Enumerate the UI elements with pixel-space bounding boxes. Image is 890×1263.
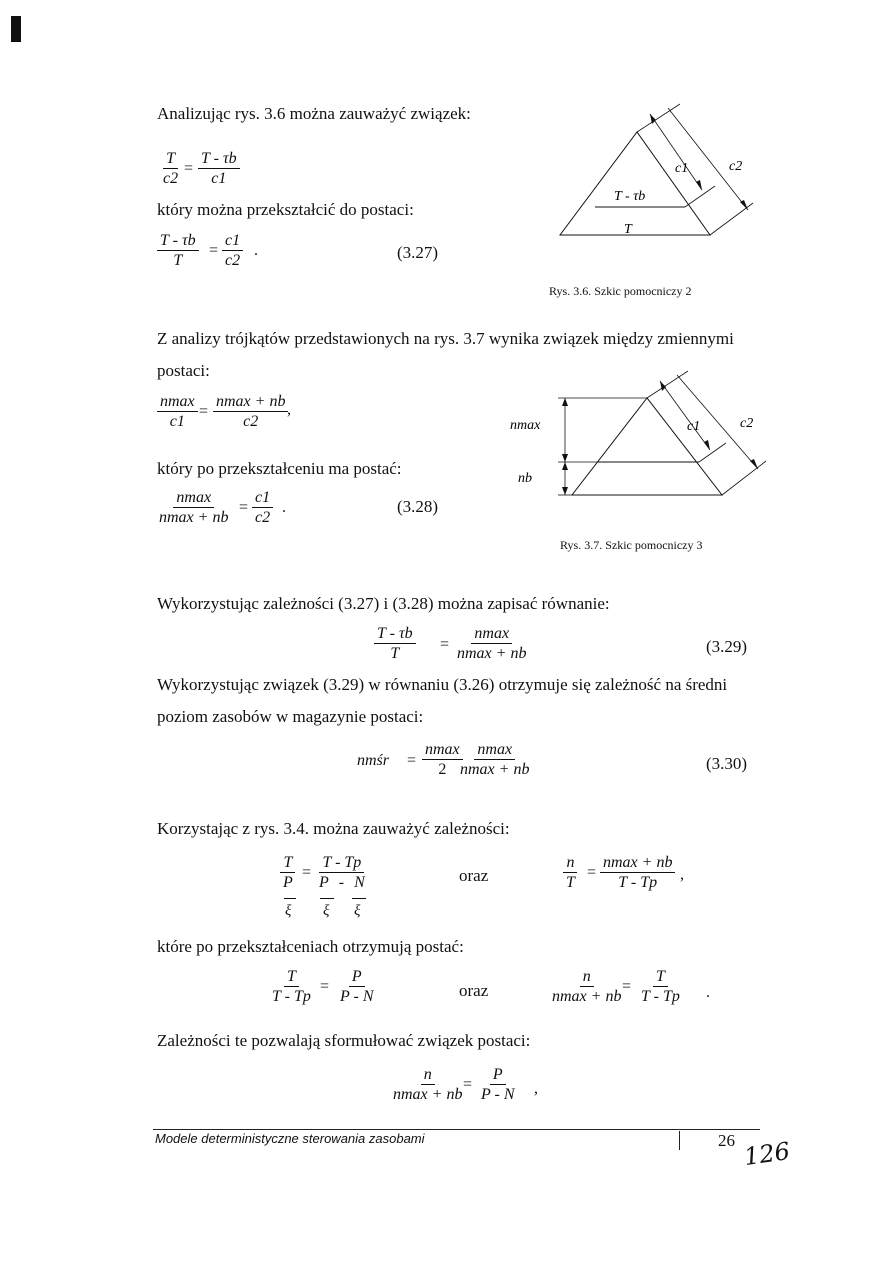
page-number: 26 xyxy=(718,1131,735,1150)
comma: , xyxy=(680,866,684,883)
fraction-T-tb-over-T: $\frac{T - \tau b}{T}$ xyxy=(157,232,199,271)
footer-title: Modele deterministyczne sterowania zasobami xyxy=(155,1131,425,1146)
figure-3-6-sketch xyxy=(540,100,770,240)
paragraph-1: Analizując rys. 3.6 można zauważyć związek: xyxy=(157,104,471,123)
equals-sign: = xyxy=(320,978,330,995)
fraction-nmax-nb-over-T-Tp: nmax + nb T - Tp xyxy=(600,854,675,893)
footer-separator xyxy=(679,1131,680,1150)
equals-sign: = xyxy=(587,864,597,881)
fraction-nmax-over-nmax-nb: nmax nmax + nb xyxy=(457,625,527,662)
fraction-P-over-P-N: $\frac{P}{P - N}$ xyxy=(340,968,374,1005)
fraction-T-over-T-Tp: $\frac{T}{T - Tp}$ xyxy=(272,968,311,1005)
fraction-bar xyxy=(352,898,366,899)
dimension-c1 xyxy=(660,381,710,450)
label-c2: c2 xyxy=(740,416,754,431)
fraction-T-tb-over-T: $\frac{T - \tau b}{T}$ xyxy=(374,625,416,664)
equals-sign: = xyxy=(622,978,632,995)
triangle-outline xyxy=(572,398,722,495)
handwritten-page-number: 126 xyxy=(742,1136,792,1172)
extension-line-right-mid xyxy=(699,443,726,462)
figure-3-7-sketch xyxy=(500,365,780,505)
paragraph-7: Korzystając z rys. 3.4. można zauważyć zależności: xyxy=(157,819,510,838)
n-msr-symbol: nmśr xyxy=(357,752,390,769)
extension-line-right-base xyxy=(722,461,766,495)
fraction-T-Tp: T - Tp P - N xyxy=(319,854,365,891)
extension-line-top xyxy=(637,104,680,132)
arrowhead xyxy=(562,398,568,406)
oraz-connector: oraz xyxy=(459,866,489,885)
fraction-T-tb-over-c1: $\frac{T - \tau b}{c1}$ xyxy=(198,150,240,189)
arrowhead xyxy=(750,459,758,469)
paragraph-4: który po przekształceniu ma postać: xyxy=(157,459,402,478)
paragraph-6-continued: poziom zasobów w magazynie postaci: xyxy=(157,707,424,726)
xi-symbol: ξ xyxy=(354,903,361,919)
fraction-T-over-T-Tp: $\frac{T}{T - Tp}$ xyxy=(641,968,680,1005)
label-T: T xyxy=(624,222,632,237)
fraction-nmax-over-nmax-nb: nmax nmax + nb xyxy=(159,489,229,526)
arrowhead xyxy=(740,200,748,210)
arrowhead xyxy=(696,180,702,190)
paragraph-3-continued: postaci: xyxy=(157,361,210,380)
arrowhead xyxy=(562,454,568,462)
equals-sign: = xyxy=(407,752,417,769)
fraction-P-over-P-N: $\frac{P}{P - N}$ xyxy=(481,1066,515,1103)
equation-number-3-27: (3.27) xyxy=(397,243,439,262)
fraction-n-over-nmax-nb: n nmax + nb xyxy=(552,968,622,1005)
equals-sign: = xyxy=(184,160,194,177)
label-c1: c1 xyxy=(687,419,701,434)
arrowhead xyxy=(562,462,568,470)
label-T-tb: T - τb xyxy=(614,189,646,204)
equation-number-3-28: (3.28) xyxy=(397,497,439,516)
fraction-bar xyxy=(320,898,334,899)
triangle-outline xyxy=(560,132,710,235)
equals-sign: = xyxy=(302,864,312,881)
P-symbol: P xyxy=(319,874,329,891)
N-symbol: N xyxy=(354,874,365,891)
xi-symbol: ξ xyxy=(323,903,330,919)
paragraph-9: Zależności te pozwalają sformułować związek postaci: xyxy=(157,1031,531,1050)
fraction-nmax-over-nmax-nb: nmax nmax + nb xyxy=(460,741,530,778)
equation-number-3-29: (3.29) xyxy=(706,637,748,656)
period: . xyxy=(282,499,286,516)
fraction-bar xyxy=(284,898,296,899)
paragraph-8: które po przekształceniach otrzymują postać: xyxy=(157,937,464,956)
equals-sign: = xyxy=(440,636,450,653)
extension-line-apex xyxy=(647,371,688,398)
figure-3-7-caption: Rys. 3.7. Szkic pomocniczy 3 xyxy=(560,538,703,552)
equals-sign: = xyxy=(199,403,209,420)
fraction-nmax-over-2: nmax 2 xyxy=(422,741,463,780)
xi-symbol: ξ xyxy=(285,903,292,919)
scan-marker xyxy=(11,16,21,42)
fraction-T-over-c2: $\frac{T}{c2}$ xyxy=(163,150,179,187)
figure-3-6-caption: Rys. 3.6. Szkic pomocniczy 2 xyxy=(549,284,692,298)
period: . xyxy=(706,984,710,1001)
period: . xyxy=(254,242,258,259)
fraction-nmax-nb-over-c2: nmax + nb c2 xyxy=(213,393,288,432)
paragraph-2: który można przekształcić do postaci: xyxy=(157,200,414,219)
fraction-n-over-T: $\frac{n}{T}$ xyxy=(563,854,578,893)
label-nb: nb xyxy=(518,471,532,486)
fraction-c1-over-c2: $\frac{c1}{c2}$ xyxy=(222,232,243,271)
label-c1: c1 xyxy=(675,161,689,176)
equals-sign: = xyxy=(209,242,219,259)
label-c2: c2 xyxy=(729,159,743,174)
comma: , xyxy=(534,1080,538,1097)
arrowhead xyxy=(704,440,710,450)
dimension-c1 xyxy=(650,114,702,190)
arrowhead xyxy=(562,487,568,495)
equals-sign: = xyxy=(239,499,249,516)
fraction-T-over-P: $\frac{T}{P}$ xyxy=(280,854,296,893)
paragraph-6: Wykorzystując związek (3.29) w równaniu (3.26) otrzymuje się zależność na średni xyxy=(157,675,728,694)
extension-line-mid xyxy=(685,186,715,207)
equation-number-3-30: (3.30) xyxy=(706,754,748,773)
equals-sign: = xyxy=(463,1076,473,1093)
comma: , xyxy=(287,401,291,418)
oraz-connector: oraz xyxy=(459,981,489,1000)
label-nmax: nmax xyxy=(510,418,541,433)
paragraph-5: Wykorzystując zależności (3.27) i (3.28) można zapisać równanie: xyxy=(157,594,610,613)
paragraph-3: Z analizy trójkątów przedstawionych na rys. 3.7 wynika związek między zmiennymi xyxy=(157,329,734,348)
fraction-c1-over-c2: $\frac{c1}{c2}$ xyxy=(252,489,273,528)
fraction-nmax-over-c1: nmax c1 xyxy=(157,393,198,432)
footer-rule xyxy=(153,1129,760,1130)
fraction-n-over-nmax-nb: n nmax + nb xyxy=(393,1066,463,1103)
